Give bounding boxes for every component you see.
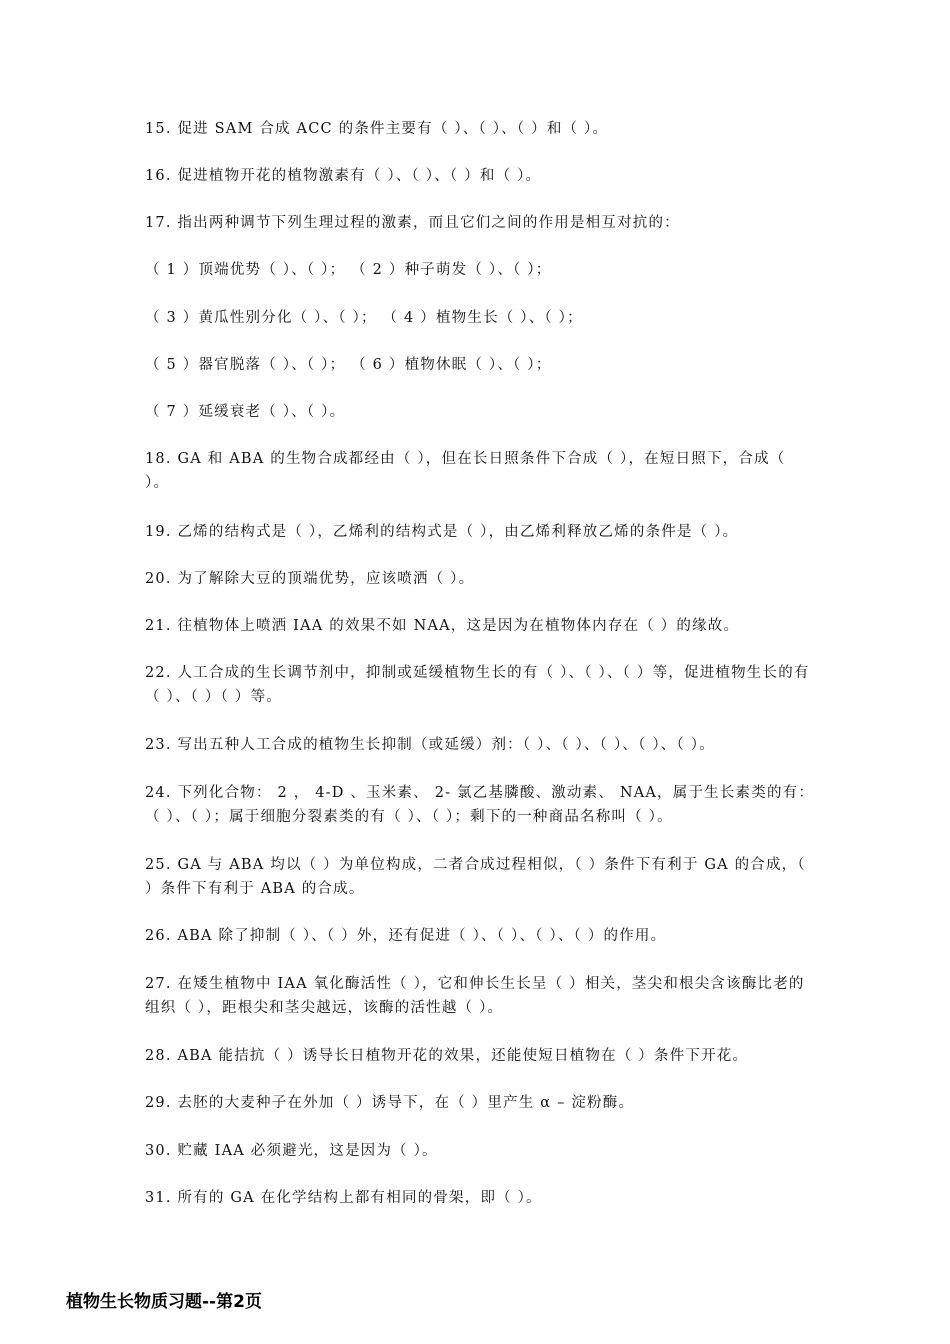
- question-17-item-5-6: （ 5 ）器官脱落（ ）、（ ）； （ 6 ）植物休眠（ ）、（ ）；: [145, 357, 552, 373]
- question-28: 28. ABA 能拮抗（ ）诱导长日植物开花的效果，还能使短日植物在（ ）条件下开花。: [145, 1048, 749, 1064]
- question-17: 17. 指出两种调节下列生理过程的激素，而且它们之间的作用是相互对抗的：: [145, 215, 680, 231]
- question-21: 21. 往植物体上喷洒 IAA 的效果不如 NAA，这是因为在植物体内存在（ ）的缘故。: [145, 618, 740, 634]
- question-24: 24. 下列化合物： 2 ， 4-D 、玉米素、 2- 氯乙基膦酸、激动素、 NAA，属于生长素类的有：（ ）、（ ）；属于细胞分裂素类的有（ ）、（ ）；剩下的一种商品名称叫（ ）。: [145, 785, 815, 825]
- question-17-item-7: （ 7 ）延缓衰老（ ）、（ ）。: [145, 404, 346, 420]
- question-31: 31. 所有的 GA 在化学结构上都有相同的骨架，即（ ）。: [145, 1190, 542, 1206]
- question-22: 22. 人工合成的生长调节剂中，抑制或延缓植物生长的有（ ）、（ ）、（ ）等，促进植物生长的有（ ）、（ ）（ ）等。: [145, 665, 810, 705]
- question-27: 27. 在矮生植物中 IAA 氧化酶活性（ ），它和伸长生长呈（ ）相关，茎尖和根尖含该酶比老的组织（ ），距根尖和茎尖越远，该酶的活性越（ ）。: [145, 976, 805, 1016]
- question-23: 23. 写出五种人工合成的植物生长抑制（或延缓）剂：（ ）、（ ）、（ ）、（ ）、（ ）。: [145, 737, 715, 753]
- question-30: 30. 贮藏 IAA 必须避光，这是因为（ ）。: [145, 1143, 438, 1159]
- question-18: 18. GA 和 ABA 的生物合成都经由（ ），但在长日照条件下合成（ ），在短日照下，合成（ ）。: [145, 451, 786, 491]
- question-20: 20. 为了解除大豆的顶端优势，应该喷洒（ ）。: [145, 571, 475, 587]
- question-29: 29. 去胚的大麦种子在外加（ ）诱导下，在（ ）里产生 α – 淀粉酶。: [145, 1095, 635, 1111]
- question-25: 25. GA 与 ABA 均以（ ）为单位构成，二者合成过程相似，（ ）条件下有利于 GA 的合成，（ ）条件下有利于 ABA 的合成。: [145, 857, 806, 897]
- question-16: 16. 促进植物开花的植物激素有（ ）、（ ）、（ ）和（ ）。: [145, 168, 542, 184]
- question-17-item-1-2: （ 1 ）顶端优势（ ）、（ ）； （ 2 ）种子萌发（ ）、（ ）；: [145, 262, 552, 278]
- page-footer: 植物生长物质习题--第2页: [66, 1292, 262, 1312]
- question-15: 15. 促进 SAM 合成 ACC 的条件主要有（ ）、（ ）、（ ）和（ ）。: [145, 121, 609, 137]
- question-19: 19. 乙烯的结构式是（ ），乙烯利的结构式是（ ），由乙烯利释放乙烯的条件是（ ）。: [145, 524, 739, 540]
- question-17-item-3-4: （ 3 ）黄瓜性别分化（ ）、（ ）； （ 4 ）植物生长（ ）、（ ）；: [145, 310, 583, 326]
- question-26: 26. ABA 除了抑制（ ）、（ ）外，还有促进（ ）、（ ）、（ ）、（ ）的作用。: [145, 928, 667, 944]
